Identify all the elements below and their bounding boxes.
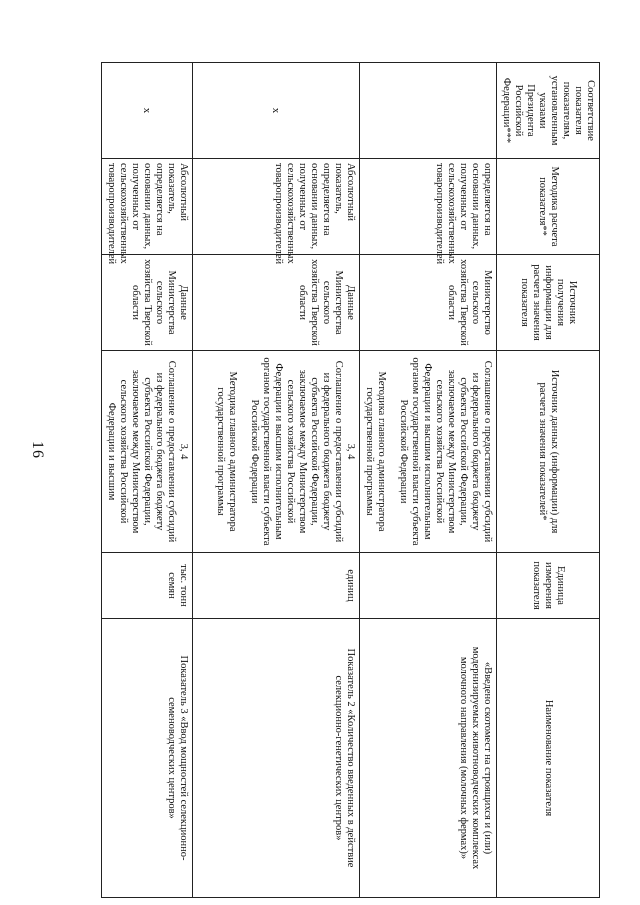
table-row <box>360 63 497 898</box>
indicators-table <box>101 62 600 898</box>
cell-compliance <box>360 63 497 159</box>
source-num: 3, 4 <box>345 443 356 460</box>
header-row <box>497 63 600 898</box>
source-num: 3, 4 <box>178 443 189 460</box>
header-compliance: Соответствие показателя показателям, установленным указами Президента Российской Федерации*** <box>497 63 600 159</box>
cell-method: Абсолютный показатель, определяется на основании данных, полученных от сельскохозяйственных товаропроизводителей <box>102 159 193 255</box>
page-number: 16 <box>29 441 46 459</box>
cell-source <box>193 351 360 553</box>
header-source-receipt: Источник получения информации для расчета значения показателя <box>497 255 600 351</box>
cell-unit: тыс. тонн семян <box>102 553 193 619</box>
cell-method: определяется на основании данных, полученных от сельскохозяйственных товаропроизводителей <box>360 159 497 255</box>
cell-method: Абсолютный показатель, определяется на основании данных, полученных от сельскохозяйственных товаропроизводителей <box>193 159 360 255</box>
cell-source-receipt: Данные Министерства сельского хозяйства Тверской области <box>193 255 360 351</box>
cell-name: Показатель 3 «Ввод мощностей селекционно-семеноводческих центров» <box>102 619 193 898</box>
header-source: Источник данных (информации) для расчета значения показателей* <box>497 351 600 553</box>
header-name: Наименование показателя <box>497 619 600 898</box>
cell-unit: единиц <box>193 553 360 619</box>
cell-source-receipt: Министерство сельского хозяйства Тверской области <box>360 255 497 351</box>
table-row <box>193 63 360 898</box>
header-method: Методика расчета показателя** <box>497 159 600 255</box>
source-text-a: Соглашение о предоставлении субсидий из федерального бюджета бюджету субъекта Российской Федерации, заключаемое между Министерством сельского хозяйства Российской Федерации и высшим <box>106 360 177 543</box>
source-text-b: Методика главного администратора государственной программы <box>364 371 387 532</box>
cell-unit <box>360 553 497 619</box>
cell-source <box>102 351 193 553</box>
header-unit: Единица измерения показателя <box>497 553 600 619</box>
cell-source <box>360 351 497 553</box>
source-text-b: Методика главного администратора государственной программы <box>215 371 238 532</box>
cell-name: Показатель 2 «Количество введенных в действие селекционно-генетических центров» <box>193 619 360 898</box>
table-row <box>102 63 193 898</box>
source-text-a: Соглашение о предоставлении субсидий из федерального бюджета бюджету субъекта Российской Федерации, заключаемое между Министерством сельского хозяйства Российской Федерации и высшим исполнительным органом государственной власти субъекта Российской Федерации <box>398 357 493 546</box>
rotated-table-container <box>106 62 600 897</box>
cell-compliance: х <box>102 63 193 159</box>
cell-compliance: х <box>193 63 360 159</box>
source-text-a: Соглашение о предоставлении субсидий из федерального бюджета бюджету субъекта Российской Федерации, заключаемое между Министерством сельского хозяйства Российской Федерации и высшим исполнительным органом государственной власти субъекта Российской Федерации <box>249 357 344 546</box>
cell-name: «Введено скотомест на строящихся и (или) модернизируемых животноводческих комплексах молочного направления (молочных фермах)» <box>360 619 497 898</box>
cell-source-receipt: Данные Министерства сельского хозяйства Тверской области <box>102 255 193 351</box>
